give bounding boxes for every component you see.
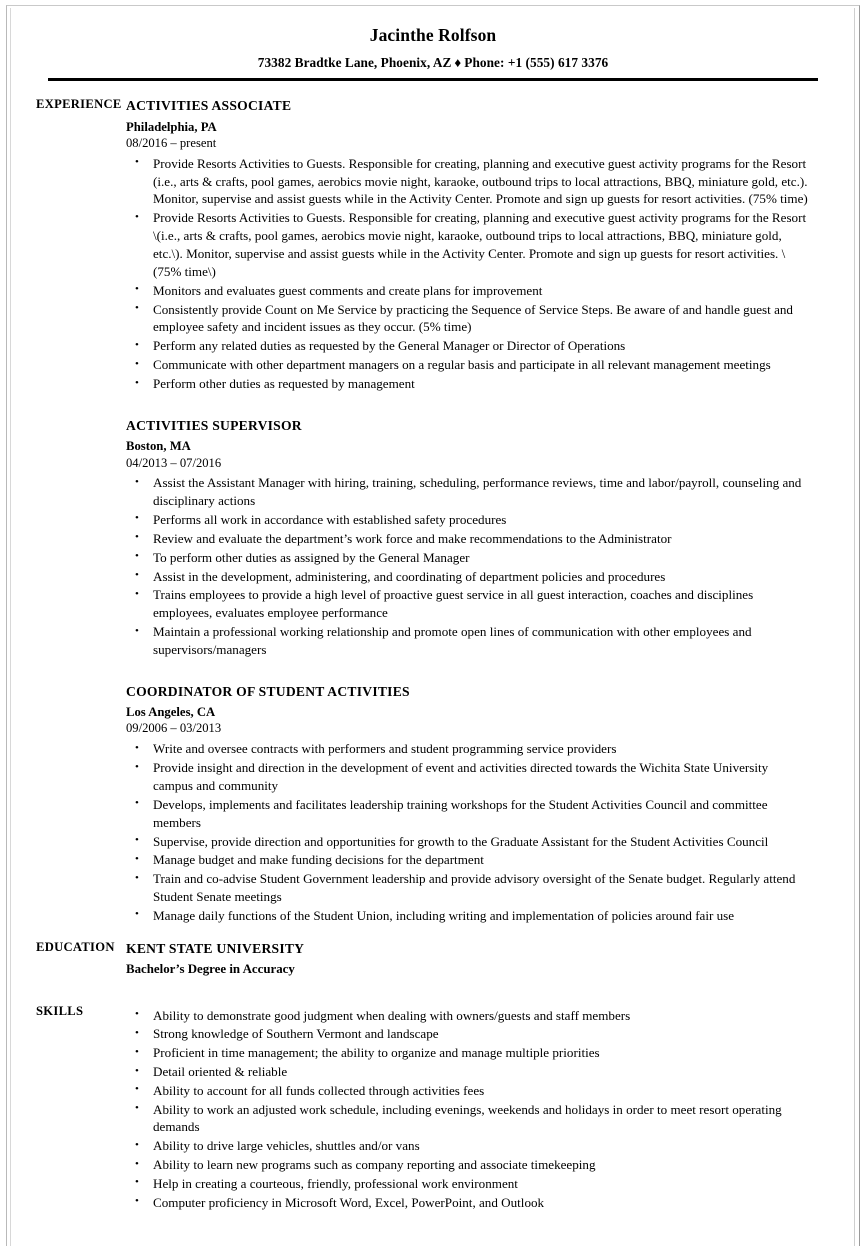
job-bullet: • Consistently provide Count on Me Service by practicing the Sequence of Service Steps. Be aware of and handle guest and employee safety and incident issues as they occur. (5% time) (126, 301, 811, 337)
candidate-name: Jacinthe Rolfson (369, 25, 497, 45)
job-bullet: • Manage daily functions of the Student Union, including writing and implementation of policies around fair use (126, 907, 811, 925)
job-bullet-list (126, 740, 811, 925)
job-bullet: • Assist the Assistant Manager with hiring, training, scheduling, performance reviews, time and labor/payroll, counseling and disciplinary actions (126, 474, 811, 510)
skills-bullet-list (126, 1007, 811, 1212)
job-bullet: • Provide Resorts Activities to Guests. Responsible for creating, planning and executive guest activity programs for the Resort \(i.e., arts & crafts, pool games, aerobics movie night, karaoke, outbound trips to local attractions, BBQ, miniature gold, etc.\). Monitor, supervise and assist guests while in the Activity Center. Promote and sign up guests for resort activities. \(75% time\) (126, 209, 811, 280)
job-bullet: • Supervise, provide direction and opportunities for growth to the Graduate Assistant for the Student Activities Council (126, 833, 811, 851)
job-bullet-list (126, 155, 811, 393)
job-entry (126, 97, 811, 393)
experience-section (0, 97, 866, 924)
education-degree: Bachelor’s Degree in Accuracy (126, 962, 295, 977)
skill-bullet: • Ability to work an adjusted work schedule, including evenings, weekends and holidays in order to meet resort operating demands (126, 1101, 811, 1137)
skill-bullet: • Ability to account for all funds collected through activities fees (126, 1082, 811, 1100)
education-school: KENT STATE UNIVERSITY (126, 940, 305, 956)
diamond-separator-icon: ♦ (454, 55, 462, 71)
job-bullet: • Train and co-advise Student Government leadership and provide advisory oversight of the Senate budget. Regularly attend Student Senate meetings (126, 870, 811, 906)
job-bullet: • Provide insight and direction in the development of event and activities directed towards the Wichita State University campus and community (126, 759, 811, 795)
skill-bullet: • Computer proficiency in Microsoft Word, Excel, PowerPoint, and Outlook (126, 1194, 811, 1212)
job-bullet: • Perform other duties as requested by management (126, 375, 811, 393)
job-bullet-list (126, 474, 811, 659)
job-dates: 08/2016 – present (126, 136, 217, 150)
job-dates: 09/2006 – 03/2013 (126, 721, 222, 736)
contact-phone: Phone: +1 (555) 617 3376 (464, 55, 609, 71)
job-bullet: • Write and oversee contracts with performers and student programming service providers (126, 740, 811, 758)
job-location: Boston, MA (126, 439, 191, 454)
job-title: ACTIVITIES SUPERVISOR (126, 417, 302, 433)
contact-line (0, 55, 866, 71)
job-title: COORDINATOR OF STUDENT ACTIVITIES (126, 683, 410, 699)
resume-header (0, 0, 866, 81)
job-bullet: • Trains employees to provide a high level of proactive guest service in all guest interaction, coaches and disciplines employees, evaluates employee performance (126, 586, 811, 622)
job-bullet: • Maintain a professional working relationship and promote open lines of communication with other employees and supervisors/managers (126, 623, 811, 659)
job-bullet: • Communicate with other department managers on a regular basis and participate in all relevant management meetings (126, 356, 811, 374)
skill-bullet: • Proficient in time management; the ability to organize and manage multiple priorities (126, 1044, 811, 1062)
skills-section-label: SKILLS (36, 1003, 84, 1018)
job-location: Los Angeles, CA (126, 705, 216, 720)
skill-bullet: • Strong knowledge of Southern Vermont and landscape (126, 1025, 811, 1043)
job-entry (126, 417, 811, 659)
job-bullet: • To perform other duties as assigned by the General Manager (126, 549, 811, 567)
skills-section (0, 1004, 866, 1212)
job-bullet: • Develops, implements and facilitates leadership training workshops for the Student Activities Council and committee members (126, 796, 811, 832)
skill-bullet: • Ability to demonstrate good judgment when dealing with owners/guests and staff members (126, 1007, 811, 1025)
education-section-label: EDUCATION (36, 939, 115, 954)
skill-bullet: • Ability to drive large vehicles, shuttles and/or vans (126, 1137, 811, 1155)
job-location: Philadelphia, PA (126, 119, 217, 134)
job-dates: 04/2013 – 07/2016 (126, 455, 222, 470)
skill-bullet: • Help in creating a courteous, friendly, professional work environment (126, 1175, 811, 1193)
header-divider (48, 78, 818, 81)
job-bullet: • Manage budget and make funding decisions for the department (126, 851, 811, 869)
education-section-body (126, 940, 866, 978)
skill-bullet: • Detail oriented & reliable (126, 1063, 811, 1081)
skills-section-body (126, 1004, 866, 1212)
job-bullet: • Performs all work in accordance with established safety procedures (126, 511, 811, 529)
job-bullet: • Assist in the development, administering, and coordinating of department policies and procedures (126, 568, 811, 586)
experience-section-body (126, 97, 866, 924)
job-entry (126, 683, 811, 925)
contact-address: 73382 Bradtke Lane, Phoenix, AZ (257, 55, 452, 71)
job-title: ACTIVITIES ASSOCIATE (126, 98, 292, 114)
education-section (0, 940, 866, 978)
job-bullet: • Perform any related duties as requested by the General Manager or Director of Operations (126, 337, 811, 355)
skill-bullet: • Ability to learn new programs such as company reporting and associate timekeeping (126, 1156, 811, 1174)
job-bullet: • Review and evaluate the department’s work force and make recommendations to the Administrator (126, 530, 811, 548)
job-bullet: • Monitors and evaluates guest comments and create plans for improvement (126, 282, 811, 300)
experience-section-label: EXPERIENCE (36, 97, 122, 112)
job-bullet: • Provide Resorts Activities to Guests. Responsible for creating, planning and executive guest activity programs for the Resort (i.e., arts & crafts, pool games, aerobics movie night, karaoke, outbound trips to local attractions, BBQ, miniature gold, etc.). Monitor, supervise and assist guests while in the Activity Center. Promote and sign up guests for resort activities. (75% time) (126, 155, 811, 209)
